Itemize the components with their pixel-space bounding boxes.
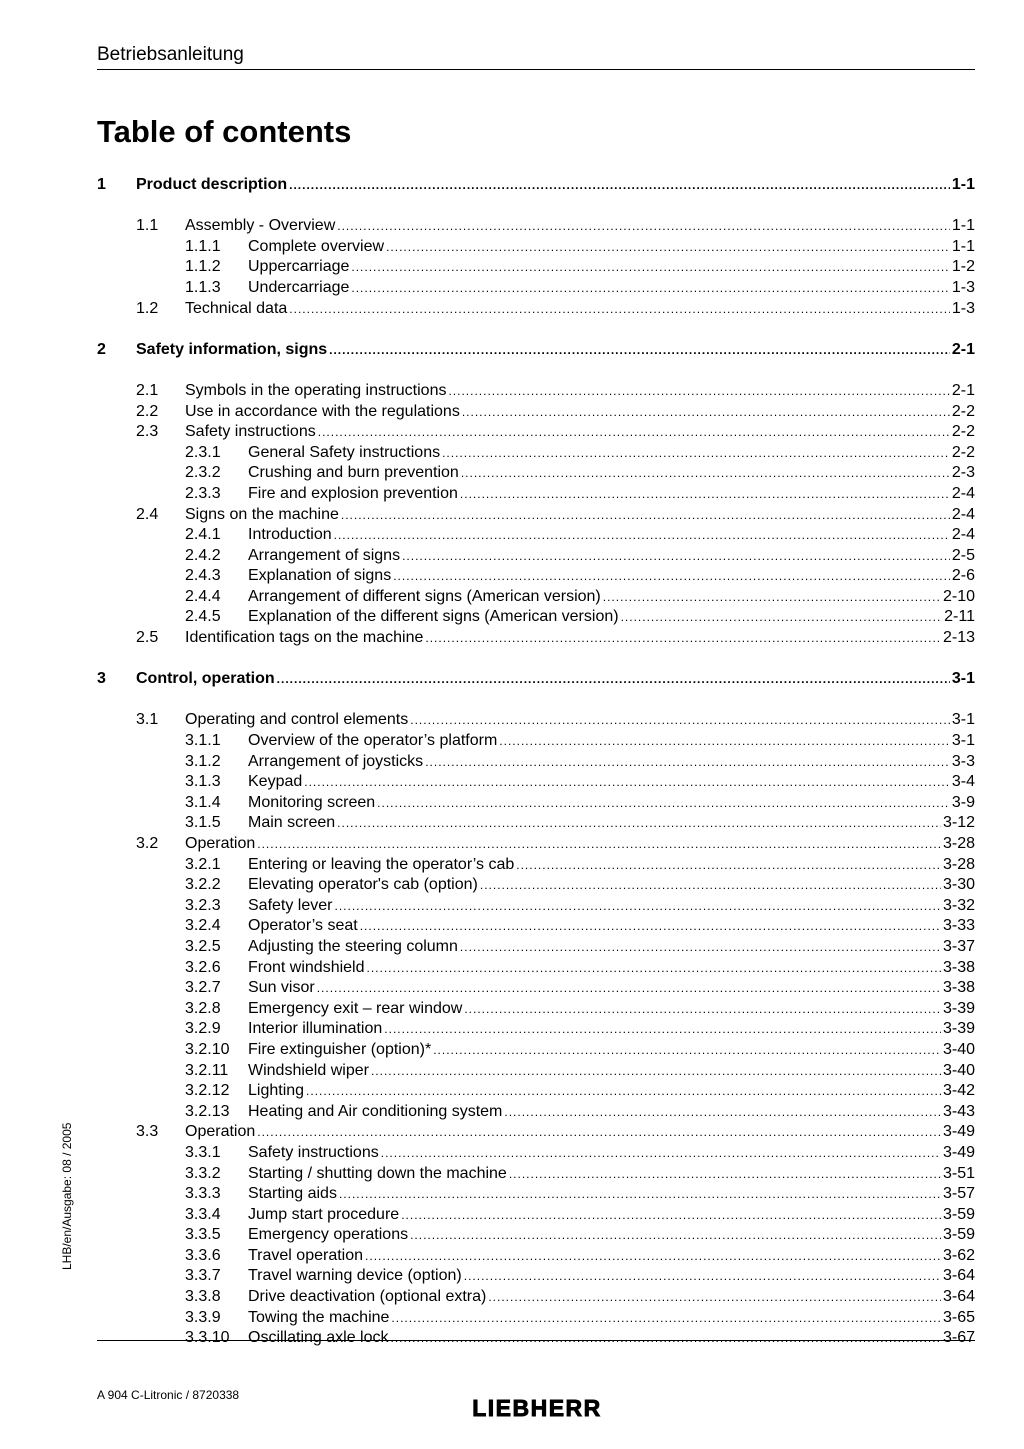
toc-page-number: 3-38 bbox=[942, 979, 975, 997]
toc-leader-dots bbox=[351, 260, 949, 274]
toc-page-number: 3-1 bbox=[951, 670, 975, 688]
toc-number: 3.2.12 bbox=[185, 1082, 230, 1100]
toc-page-number: 2-3 bbox=[951, 464, 975, 482]
toc-number: 3.2.13 bbox=[185, 1102, 230, 1120]
toc-label: Elevating operator's cab (option) bbox=[248, 876, 478, 894]
toc-leader-dots bbox=[391, 1331, 941, 1345]
toc-label: Operation bbox=[185, 835, 256, 852]
toc-page-number: 3-67 bbox=[942, 1329, 975, 1347]
toc-page-number: 3-59 bbox=[942, 1205, 975, 1223]
toc-number: 3.2.9 bbox=[185, 1020, 221, 1038]
toc-page-number: 2-5 bbox=[951, 546, 975, 564]
toc-label: Explanation of signs bbox=[248, 567, 392, 585]
toc-number: 3.2.11 bbox=[185, 1061, 229, 1079]
toc-leader-dots bbox=[460, 940, 941, 954]
toc-label: Explanation of the different signs (American version) bbox=[248, 608, 619, 626]
table-of-contents bbox=[97, 176, 975, 1350]
toc-entry-row[interactable] bbox=[97, 1000, 975, 1021]
toc-label: Starting / shutting down the machine bbox=[248, 1164, 507, 1182]
toc-leader-dots bbox=[464, 1002, 941, 1016]
toc-label: Fire extinguisher (option)* bbox=[248, 1040, 432, 1058]
toc-label: Technical data bbox=[185, 299, 288, 317]
toc-label: Sun visor bbox=[248, 979, 315, 997]
toc-label: Lighting bbox=[248, 1082, 305, 1100]
toc-page-number: 3-39 bbox=[942, 999, 975, 1017]
toc-label: Operation bbox=[185, 1123, 256, 1141]
toc-leader-dots bbox=[334, 528, 950, 542]
toc-entry-row[interactable] bbox=[97, 444, 975, 465]
toc-page-number: 1-1 bbox=[951, 217, 975, 235]
toc-entry-row[interactable] bbox=[97, 876, 975, 897]
toc-page-number: 2-11 bbox=[944, 608, 975, 626]
toc-number: 2.3.2 bbox=[185, 464, 221, 482]
toc-number: 2.4.1 bbox=[185, 526, 221, 544]
toc-number: 2.3.1 bbox=[185, 443, 221, 461]
toc-page-number: 2-4 bbox=[951, 526, 975, 544]
toc-label: Towing the machine bbox=[248, 1308, 390, 1326]
toc-leader-dots bbox=[339, 1187, 941, 1201]
toc-entry-row[interactable] bbox=[97, 279, 975, 300]
toc-number: 2 bbox=[97, 340, 106, 358]
toc-entry-row[interactable] bbox=[97, 423, 975, 444]
toc-page-number: 2-1 bbox=[951, 381, 975, 399]
toc-page-number: 2-4 bbox=[951, 484, 975, 502]
toc-label: Travel warning device (option) bbox=[248, 1267, 462, 1285]
toc-number: 3.2.5 bbox=[185, 937, 221, 955]
toc-leader-dots bbox=[499, 734, 950, 748]
toc-number: 2.5 bbox=[136, 629, 159, 647]
toc-label: Front windshield bbox=[248, 958, 365, 976]
toc-page-number: 3-49 bbox=[942, 1143, 975, 1161]
toc-number: 2.4.4 bbox=[185, 587, 221, 605]
toc-entry-row[interactable] bbox=[97, 856, 975, 877]
toc-entry-row[interactable] bbox=[97, 588, 975, 609]
toc-label: Keypad bbox=[248, 773, 303, 791]
toc-page-number: 3-39 bbox=[942, 1020, 975, 1038]
toc-label: Safety instructions bbox=[185, 423, 316, 441]
toc-label: Safety information, signs bbox=[136, 340, 328, 358]
toc-number: 2.4.3 bbox=[185, 567, 221, 585]
toc-entry-row[interactable] bbox=[97, 382, 975, 403]
toc-number: 3.3.5 bbox=[185, 1226, 221, 1244]
toc-page-number: 3-38 bbox=[942, 958, 975, 976]
toc-label: Use in accordance with the regulations bbox=[185, 402, 460, 420]
toc-label: Adjusting the steering column bbox=[248, 937, 458, 955]
toc-number: 3.3.9 bbox=[185, 1308, 221, 1326]
toc-page-number: 3-62 bbox=[942, 1246, 975, 1264]
toc-label: Travel operation bbox=[248, 1246, 364, 1264]
toc-number: 1.1.1 bbox=[185, 237, 221, 255]
toc-label: Interior illumination bbox=[248, 1020, 383, 1038]
toc-page-number: 1-1 bbox=[951, 176, 975, 193]
toc-number: 3.2.4 bbox=[185, 917, 221, 935]
toc-leader-dots bbox=[448, 384, 949, 398]
toc-page-number: 3-28 bbox=[942, 835, 975, 852]
toc-entry-row[interactable] bbox=[97, 1103, 975, 1124]
toc-leader-dots bbox=[337, 219, 950, 233]
toc-number: 3.1.3 bbox=[185, 773, 221, 791]
toc-leader-dots bbox=[257, 837, 941, 851]
toc-leader-dots bbox=[410, 1228, 941, 1242]
toc-leader-dots bbox=[329, 343, 950, 357]
toc-number: 3.2 bbox=[136, 835, 159, 852]
toc-number: 3.1.4 bbox=[185, 793, 221, 811]
toc-entry-row[interactable] bbox=[97, 1123, 975, 1144]
toc-page-number: 2-6 bbox=[951, 567, 975, 585]
toc-page-number: 3-51 bbox=[942, 1164, 975, 1182]
toc-page-number: 3-1 bbox=[951, 711, 975, 729]
toc-leader-dots bbox=[460, 487, 950, 501]
toc-leader-dots bbox=[480, 878, 941, 892]
toc-entry-row[interactable] bbox=[97, 814, 975, 835]
toc-leader-dots bbox=[461, 466, 950, 480]
toc-number: 1.1.3 bbox=[185, 278, 221, 296]
toc-leader-dots bbox=[318, 425, 950, 439]
toc-leader-dots bbox=[401, 1208, 941, 1222]
toc-number: 2.4.2 bbox=[185, 546, 221, 564]
toc-entry-row[interactable] bbox=[97, 1288, 975, 1309]
toc-entry-row[interactable] bbox=[97, 938, 975, 959]
toc-number: 3.2.3 bbox=[185, 896, 221, 914]
toc-chapter-row[interactable] bbox=[97, 341, 975, 362]
toc-label: Identification tags on the machine bbox=[185, 629, 424, 647]
toc-label: Assembly - Overview bbox=[185, 217, 336, 235]
toc-entry-row[interactable] bbox=[97, 1020, 975, 1041]
toc-page-number: 3-40 bbox=[942, 1040, 975, 1058]
toc-label: Safety lever bbox=[248, 896, 333, 914]
footer-divider bbox=[97, 1340, 975, 1341]
toc-page-number: 2-2 bbox=[951, 402, 975, 420]
toc-entry-row[interactable] bbox=[97, 547, 975, 568]
toc-leader-dots bbox=[365, 1249, 941, 1263]
toc-label: Fire and explosion prevention bbox=[248, 484, 458, 502]
toc-entry-row[interactable] bbox=[97, 1206, 975, 1227]
toc-entry-row[interactable] bbox=[97, 732, 975, 753]
toc-page-number: 3-28 bbox=[942, 855, 975, 873]
toc-number: 3.3.7 bbox=[185, 1267, 221, 1285]
toc-page-number: 3-40 bbox=[942, 1061, 975, 1079]
toc-entry-row[interactable] bbox=[97, 794, 975, 815]
document-header-title: Betriebsanleitung bbox=[97, 44, 244, 65]
toc-leader-dots bbox=[337, 816, 941, 830]
toc-number: 3.1.5 bbox=[185, 814, 221, 832]
toc-label: Emergency operations bbox=[248, 1226, 409, 1244]
toc-number: 3.3.2 bbox=[185, 1164, 221, 1182]
toc-leader-dots bbox=[304, 775, 950, 789]
toc-page-number: 1-3 bbox=[951, 278, 975, 296]
toc-page-number: 3-64 bbox=[942, 1267, 975, 1285]
toc-page-number: 3-43 bbox=[942, 1102, 975, 1120]
toc-entry-row[interactable] bbox=[97, 1247, 975, 1268]
toc-leader-dots bbox=[621, 610, 943, 624]
toc-entry-row[interactable] bbox=[97, 608, 975, 629]
toc-label: Monitoring screen bbox=[248, 793, 376, 811]
toc-leader-dots bbox=[360, 919, 941, 933]
toc-number: 2.3.3 bbox=[185, 484, 221, 502]
toc-entry-row[interactable] bbox=[97, 917, 975, 938]
toc-entry-row[interactable] bbox=[97, 403, 975, 424]
toc-leader-dots bbox=[334, 899, 940, 913]
toc-label: Heating and Air conditioning system bbox=[248, 1102, 503, 1120]
toc-leader-dots bbox=[377, 796, 950, 810]
toc-entry-row[interactable] bbox=[97, 1062, 975, 1083]
toc-label: General Safety instructions bbox=[248, 443, 441, 461]
toc-leader-dots bbox=[410, 713, 950, 727]
toc-page-number: 2-10 bbox=[942, 587, 975, 605]
toc-page-number: 3-65 bbox=[942, 1308, 975, 1326]
toc-page-number: 3-33 bbox=[942, 917, 975, 935]
toc-page-number: 3-12 bbox=[942, 814, 975, 832]
toc-entry-row[interactable] bbox=[97, 979, 975, 1000]
toc-page-number: 3-30 bbox=[942, 876, 975, 894]
toc-number: 3.1 bbox=[136, 711, 159, 729]
toc-leader-dots bbox=[351, 281, 949, 295]
toc-number: 3.1.2 bbox=[185, 752, 221, 770]
toc-leader-dots bbox=[509, 1167, 941, 1181]
toc-page-number: 3-59 bbox=[942, 1226, 975, 1244]
toc-entry-row[interactable] bbox=[97, 506, 975, 527]
toc-label: Arrangement of signs bbox=[248, 546, 401, 564]
toc-page-number: 3-1 bbox=[951, 732, 975, 750]
toc-label: Control, operation bbox=[136, 670, 275, 688]
toc-number: 3.2.8 bbox=[185, 999, 221, 1017]
toc-entry-row[interactable] bbox=[97, 1165, 975, 1186]
logo-text: LIEBHERR bbox=[472, 1397, 602, 1419]
toc-leader-dots bbox=[381, 1146, 941, 1160]
toc-leader-dots bbox=[504, 1105, 941, 1119]
toc-label: Operating and control elements bbox=[185, 711, 409, 729]
toc-number: 2.1 bbox=[136, 381, 159, 399]
toc-entry-row[interactable] bbox=[97, 485, 975, 506]
toc-page-number: 1-1 bbox=[951, 237, 975, 255]
toc-number: 3.2.2 bbox=[185, 876, 221, 894]
toc-entry-row[interactable] bbox=[97, 1082, 975, 1103]
toc-entry-row[interactable] bbox=[97, 959, 975, 980]
toc-number: 3.2.6 bbox=[185, 958, 221, 976]
toc-page-number: 3-9 bbox=[951, 793, 975, 811]
toc-leader-dots bbox=[391, 1311, 941, 1325]
toc-number: 3.3.6 bbox=[185, 1246, 221, 1264]
toc-number: 3.3 bbox=[136, 1123, 159, 1141]
toc-entry-row[interactable] bbox=[97, 217, 975, 238]
toc-entry-row[interactable] bbox=[97, 835, 975, 856]
page-title: Table of contents bbox=[97, 114, 352, 149]
toc-label: Entering or leaving the operator’s cab bbox=[248, 855, 515, 873]
toc-entry-row[interactable] bbox=[97, 711, 975, 732]
toc-number: 1.1 bbox=[136, 217, 159, 235]
toc-page-number: 2-2 bbox=[951, 443, 975, 461]
toc-label: Signs on the machine bbox=[185, 505, 339, 523]
toc-label: Drive deactivation (optional extra) bbox=[248, 1288, 487, 1306]
toc-label: Arrangement of joysticks bbox=[248, 752, 424, 770]
toc-number: 3.2.7 bbox=[185, 979, 221, 997]
toc-entry-row[interactable] bbox=[97, 1309, 975, 1330]
toc-entry-row[interactable] bbox=[97, 1185, 975, 1206]
toc-leader-dots bbox=[367, 961, 941, 975]
toc-number: 3 bbox=[97, 670, 106, 688]
toc-leader-dots bbox=[277, 672, 950, 686]
toc-entry-row[interactable] bbox=[97, 258, 975, 279]
toc-leader-dots bbox=[603, 590, 941, 604]
toc-label: Undercarriage bbox=[248, 278, 350, 296]
toc-entry-row[interactable] bbox=[97, 464, 975, 485]
toc-number: 3.2.10 bbox=[185, 1040, 230, 1058]
toc-number: 2.3 bbox=[136, 423, 159, 441]
toc-number: 2.2 bbox=[136, 402, 159, 420]
toc-leader-dots bbox=[306, 1084, 941, 1098]
toc-leader-dots bbox=[425, 755, 950, 769]
toc-entry-row[interactable] bbox=[97, 1144, 975, 1165]
toc-label: Complete overview bbox=[248, 237, 385, 255]
toc-number: 3.2.1 bbox=[185, 855, 221, 873]
toc-page-number: 3-57 bbox=[942, 1185, 975, 1203]
toc-number: 1 bbox=[97, 176, 106, 193]
toc-page-number: 2-13 bbox=[942, 629, 975, 647]
header-divider bbox=[97, 69, 975, 70]
toc-page-number: 2-4 bbox=[951, 505, 975, 523]
toc-label: Windshield wiper bbox=[248, 1061, 369, 1079]
toc-number: 3.1.1 bbox=[185, 732, 221, 750]
toc-page-number: 2-1 bbox=[951, 340, 975, 358]
document-id: A 904 C-Litronic / 8720338 bbox=[97, 1388, 240, 1402]
toc-label: Operator’s seat bbox=[248, 917, 358, 935]
toc-leader-dots bbox=[393, 569, 950, 583]
toc-leader-dots bbox=[425, 631, 941, 645]
toc-leader-dots bbox=[433, 1043, 941, 1057]
toc-page-number: 1-3 bbox=[951, 299, 975, 317]
toc-entry-row[interactable] bbox=[97, 300, 975, 321]
toc-entry-row[interactable] bbox=[97, 238, 975, 259]
toc-entry-row[interactable] bbox=[97, 526, 975, 547]
toc-label: Jump start procedure bbox=[248, 1205, 400, 1223]
toc-number: 3.3.10 bbox=[185, 1329, 230, 1347]
toc-leader-dots bbox=[488, 1290, 941, 1304]
toc-page-number: 1-2 bbox=[951, 258, 975, 276]
toc-entry-row[interactable] bbox=[97, 753, 975, 774]
toc-label: Safety instructions bbox=[248, 1143, 379, 1161]
toc-leader-dots bbox=[317, 981, 941, 995]
toc-entry-row[interactable] bbox=[97, 1226, 975, 1247]
toc-page-number: 3-64 bbox=[942, 1288, 975, 1306]
toc-page-number: 3-37 bbox=[942, 937, 975, 955]
toc-page-number: 3-42 bbox=[942, 1082, 975, 1100]
toc-label: Uppercarriage bbox=[248, 258, 350, 276]
toc-chapter-row[interactable] bbox=[97, 670, 975, 691]
toc-entry-row[interactable] bbox=[97, 629, 975, 650]
toc-page-number: 3-32 bbox=[942, 896, 975, 914]
toc-number: 1.2 bbox=[136, 299, 159, 317]
toc-number: 3.3.4 bbox=[185, 1205, 221, 1223]
toc-number: 2.4 bbox=[136, 505, 159, 523]
toc-leader-dots bbox=[442, 446, 950, 460]
toc-number: 3.3.1 bbox=[185, 1143, 221, 1161]
toc-leader-dots bbox=[464, 1269, 941, 1283]
toc-label: Starting aids bbox=[248, 1185, 337, 1203]
edition-note: LHB/en/Ausgabe: 08 / 2005 bbox=[60, 1122, 74, 1270]
toc-leader-dots bbox=[289, 178, 950, 192]
toc-label: Introduction bbox=[248, 526, 332, 544]
toc-label: Crushing and burn prevention bbox=[248, 464, 459, 482]
toc-leader-dots bbox=[462, 405, 950, 419]
toc-entry-row[interactable] bbox=[97, 1267, 975, 1288]
toc-number: 3.3.3 bbox=[185, 1185, 221, 1203]
toc-page-number: 3-4 bbox=[951, 773, 975, 791]
toc-number: 2.4.5 bbox=[185, 608, 221, 626]
toc-label: Arrangement of different signs (American version) bbox=[248, 587, 601, 605]
toc-entry-row[interactable] bbox=[97, 567, 975, 588]
toc-leader-dots bbox=[371, 1064, 941, 1078]
toc-leader-dots bbox=[384, 1022, 941, 1036]
toc-leader-dots bbox=[289, 302, 950, 316]
toc-leader-dots bbox=[257, 1125, 941, 1139]
toc-label: Overview of the operator’s platform bbox=[248, 732, 498, 750]
toc-page-number: 2-2 bbox=[951, 423, 975, 441]
toc-label: Emergency exit – rear window bbox=[248, 999, 463, 1017]
toc-leader-dots bbox=[341, 508, 950, 522]
toc-label: Main screen bbox=[248, 814, 336, 832]
toc-page-number: 3-3 bbox=[951, 752, 975, 770]
toc-label: Symbols in the operating instructions bbox=[185, 381, 447, 399]
toc-number: 1.1.2 bbox=[185, 258, 221, 276]
toc-label: Product description bbox=[136, 176, 288, 193]
toc-chapter-row[interactable] bbox=[97, 176, 975, 197]
liebherr-logo bbox=[456, 1397, 618, 1419]
toc-leader-dots bbox=[386, 240, 950, 254]
toc-entry-row[interactable] bbox=[97, 1041, 975, 1062]
toc-entry-row[interactable] bbox=[97, 773, 975, 794]
toc-leader-dots bbox=[516, 858, 941, 872]
toc-label: Oscillating axle lock bbox=[248, 1329, 389, 1347]
toc-entry-row[interactable] bbox=[97, 897, 975, 918]
toc-number: 3.3.8 bbox=[185, 1288, 221, 1306]
toc-leader-dots bbox=[402, 549, 950, 563]
toc-page-number: 3-49 bbox=[942, 1123, 975, 1141]
